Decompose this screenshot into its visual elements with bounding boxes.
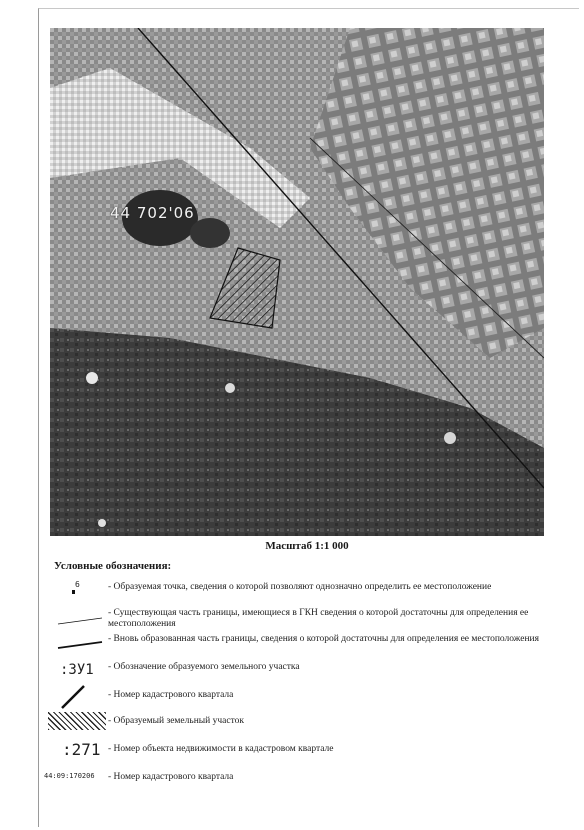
legend-text: - Номер объекта недвижимости в кадастровом квартале bbox=[108, 744, 334, 754]
legend-text: - Номер кадастрового квартала bbox=[108, 772, 234, 782]
hatch-pattern-icon bbox=[44, 710, 114, 734]
legend-text: - Образуемая точка, сведения о которой позволяют однозначно определить ее местоположение bbox=[108, 582, 492, 592]
legend-title: Условные обозначения: bbox=[54, 560, 172, 572]
property-number-symbol: :271 bbox=[62, 740, 101, 759]
legend-text: - Обозначение образуемого земельного участка bbox=[108, 662, 300, 672]
aerial-map bbox=[50, 28, 544, 536]
point-number: 6 bbox=[75, 580, 80, 589]
diagonal-line-icon bbox=[44, 684, 114, 708]
cadastral-quarter-label: 44 702'06 bbox=[110, 204, 195, 222]
thick-line-icon bbox=[44, 634, 114, 658]
thin-line-icon bbox=[44, 608, 114, 632]
legend-text: - Существующая часть границы, имеющиеся в ГКН сведения о которой достаточны для определения ее местоположения bbox=[108, 608, 529, 629]
legend-text: - Образуемый земельный участок bbox=[108, 716, 244, 726]
legend-text: - Номер кадастрового квартала bbox=[108, 690, 234, 700]
aerial-photo bbox=[50, 28, 544, 536]
parcel-code-symbol: :ЗУ1 bbox=[60, 662, 94, 678]
scale-label: Масштаб 1:1 000 bbox=[265, 540, 349, 552]
quarter-code-symbol: 44:09:170206 bbox=[44, 772, 95, 780]
legend-text: - Вновь образованная часть границы, сведения о которой достаточны для определения ее местоположения bbox=[108, 634, 540, 644]
point-symbol-icon bbox=[44, 578, 114, 602]
